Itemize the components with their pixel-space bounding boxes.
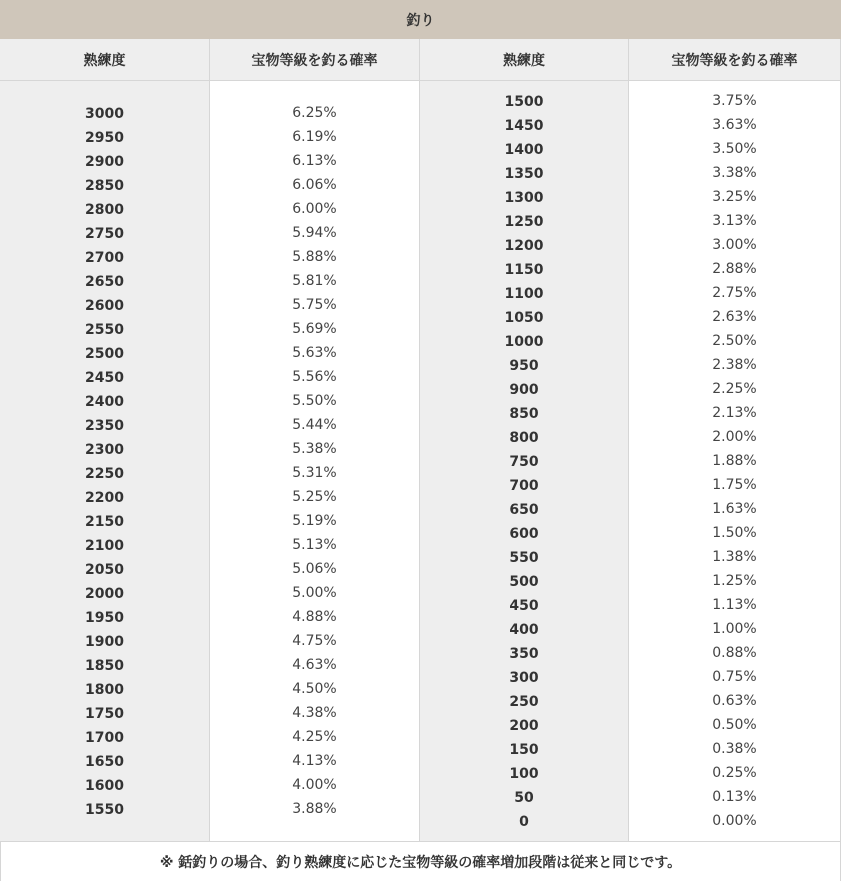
rate-cell: 3.38% xyxy=(712,165,757,181)
proficiency-cell: 200 xyxy=(509,718,539,734)
rate-cell: 1.50% xyxy=(712,525,757,541)
rate-cell: 5.81% xyxy=(292,273,337,289)
proficiency-cell: 550 xyxy=(509,550,539,566)
proficiency-cell: 2250 xyxy=(85,466,124,482)
right-rates-column xyxy=(629,81,841,841)
rate-cell: 2.63% xyxy=(712,309,757,325)
rate-cell: 0.13% xyxy=(712,789,757,805)
proficiency-cell: 1700 xyxy=(85,730,124,746)
proficiency-cell: 2750 xyxy=(85,226,124,242)
rate-cell: 6.25% xyxy=(292,105,337,121)
proficiency-cell: 2550 xyxy=(85,322,124,338)
rate-cell: 3.75% xyxy=(712,93,757,109)
proficiency-cell: 150 xyxy=(509,742,539,758)
proficiency-cell: 2900 xyxy=(85,154,124,170)
rate-cell: 4.75% xyxy=(292,633,337,649)
proficiency-cell: 1500 xyxy=(504,94,544,110)
proficiency-cell: 500 xyxy=(509,574,539,590)
proficiency-cell: 1850 xyxy=(85,658,124,674)
proficiency-cell: 850 xyxy=(509,406,539,422)
left-levels-column xyxy=(0,81,210,841)
proficiency-cell: 1350 xyxy=(504,166,544,182)
rate-cell: 1.38% xyxy=(712,549,757,565)
rate-cell: 3.25% xyxy=(712,189,757,205)
proficiency-cell: 700 xyxy=(509,478,539,494)
rate-cell: 2.38% xyxy=(712,357,757,373)
rate-cell: 5.69% xyxy=(292,321,337,337)
proficiency-cell: 750 xyxy=(509,454,539,470)
rate-cell: 4.00% xyxy=(292,777,337,793)
proficiency-cell: 1600 xyxy=(85,778,124,794)
rate-cell: 4.50% xyxy=(292,681,337,697)
proficiency-cell: 2050 xyxy=(85,562,124,578)
header-proficiency-left: 熟練度 xyxy=(0,39,210,81)
proficiency-cell: 2150 xyxy=(85,514,124,530)
rate-cell: 6.00% xyxy=(292,201,337,217)
proficiency-cell: 1650 xyxy=(85,754,124,770)
rate-cell: 5.94% xyxy=(292,225,337,241)
proficiency-cell: 800 xyxy=(509,430,539,446)
rate-cell: 0.88% xyxy=(712,645,757,661)
proficiency-cell: 3000 xyxy=(85,106,124,122)
rate-cell: 5.63% xyxy=(292,345,337,361)
rate-cell: 1.75% xyxy=(712,477,757,493)
rate-cell: 5.31% xyxy=(292,465,337,481)
rate-cell: 3.63% xyxy=(712,117,757,133)
rate-cell: 3.13% xyxy=(712,213,757,229)
rate-cell: 2.00% xyxy=(712,429,757,445)
proficiency-cell: 600 xyxy=(509,526,539,542)
rate-cell: 2.25% xyxy=(712,381,757,397)
rate-cell: 1.63% xyxy=(712,501,757,517)
rate-cell: 0.63% xyxy=(712,693,757,709)
rate-cell: 1.13% xyxy=(712,597,757,613)
footnote: ※ 銛釣りの場合、釣り熟練度に応じた宝物等級の確率増加段階は従来と同じです。 xyxy=(0,841,841,881)
proficiency-cell: 2700 xyxy=(85,250,124,266)
proficiency-cell: 2100 xyxy=(85,538,124,554)
table-title: 釣り xyxy=(0,0,841,39)
rate-cell: 2.75% xyxy=(712,285,757,301)
proficiency-cell: 2450 xyxy=(85,370,124,386)
proficiency-cell: 900 xyxy=(509,382,539,398)
proficiency-cell: 2650 xyxy=(85,274,124,290)
rate-cell: 5.19% xyxy=(292,513,337,529)
rate-cell: 1.88% xyxy=(712,453,757,469)
proficiency-cell: 1200 xyxy=(504,238,544,254)
rate-cell: 4.38% xyxy=(292,705,337,721)
header-rate-right: 宝物等級を釣る確率 xyxy=(629,39,841,81)
left-rates-column xyxy=(210,81,420,841)
rate-cell: 4.63% xyxy=(292,657,337,673)
rate-cell: 5.75% xyxy=(292,297,337,313)
rate-cell: 0.50% xyxy=(712,717,757,733)
proficiency-cell: 2600 xyxy=(85,298,124,314)
proficiency-cell: 1900 xyxy=(85,634,124,650)
proficiency-cell: 1100 xyxy=(504,286,544,302)
proficiency-cell: 2300 xyxy=(85,442,124,458)
rate-cell: 0.25% xyxy=(712,765,757,781)
rate-cell: 3.00% xyxy=(712,237,757,253)
proficiency-cell: 400 xyxy=(509,622,539,638)
rate-cell: 6.06% xyxy=(292,177,337,193)
proficiency-cell: 2350 xyxy=(85,418,124,434)
proficiency-cell: 1250 xyxy=(504,214,544,230)
rate-cell: 3.88% xyxy=(292,801,337,817)
proficiency-cell: 1800 xyxy=(85,682,124,698)
proficiency-cell: 0 xyxy=(519,814,529,830)
proficiency-cell: 1400 xyxy=(504,142,544,158)
proficiency-cell: 100 xyxy=(509,766,539,782)
rate-cell: 1.25% xyxy=(712,573,757,589)
rate-cell: 4.13% xyxy=(292,753,337,769)
proficiency-cell: 650 xyxy=(509,502,539,518)
proficiency-cell: 50 xyxy=(514,790,534,806)
proficiency-cell: 2200 xyxy=(85,490,124,506)
proficiency-cell: 2500 xyxy=(85,346,124,362)
proficiency-cell: 2850 xyxy=(85,178,124,194)
proficiency-cell: 1300 xyxy=(504,190,544,206)
proficiency-cell: 2000 xyxy=(85,586,124,602)
rate-cell: 5.50% xyxy=(292,393,337,409)
proficiency-cell: 300 xyxy=(509,670,539,686)
rate-cell: 0.38% xyxy=(712,741,757,757)
rate-cell: 2.88% xyxy=(712,261,757,277)
proficiency-cell: 950 xyxy=(509,358,539,374)
proficiency-cell: 2400 xyxy=(85,394,124,410)
rate-cell: 4.88% xyxy=(292,609,337,625)
right-levels-column xyxy=(420,81,629,841)
proficiency-cell: 1750 xyxy=(85,706,124,722)
proficiency-cell: 1950 xyxy=(85,610,124,626)
header-rate-left: 宝物等級を釣る確率 xyxy=(210,39,420,81)
rate-cell: 5.13% xyxy=(292,537,337,553)
proficiency-cell: 2950 xyxy=(85,130,124,146)
rate-cell: 5.25% xyxy=(292,489,337,505)
rate-cell: 6.19% xyxy=(292,129,337,145)
proficiency-cell: 1450 xyxy=(504,118,544,134)
proficiency-cell: 450 xyxy=(509,598,539,614)
rate-cell: 4.25% xyxy=(292,729,337,745)
rate-cell: 5.44% xyxy=(292,417,337,433)
rate-cell: 5.38% xyxy=(292,441,337,457)
rate-cell: 6.13% xyxy=(292,153,337,169)
proficiency-cell: 2800 xyxy=(85,202,124,218)
proficiency-cell: 1550 xyxy=(85,802,124,818)
rate-cell: 1.00% xyxy=(712,621,757,637)
rate-cell: 2.13% xyxy=(712,405,757,421)
rate-cell: 0.00% xyxy=(712,813,757,829)
rate-cell: 5.88% xyxy=(292,249,337,265)
proficiency-cell: 1150 xyxy=(504,262,544,278)
rate-cell: 5.00% xyxy=(292,585,337,601)
rate-cell: 2.50% xyxy=(712,333,757,349)
proficiency-cell: 250 xyxy=(509,694,539,710)
proficiency-cell: 1000 xyxy=(504,334,544,350)
proficiency-cell: 350 xyxy=(509,646,539,662)
rate-cell: 0.75% xyxy=(712,669,757,685)
header-proficiency-right: 熟練度 xyxy=(420,39,629,81)
proficiency-cell: 1050 xyxy=(504,310,544,326)
rate-cell: 3.50% xyxy=(712,141,757,157)
rate-cell: 5.06% xyxy=(292,561,337,577)
rate-cell: 5.56% xyxy=(292,369,337,385)
